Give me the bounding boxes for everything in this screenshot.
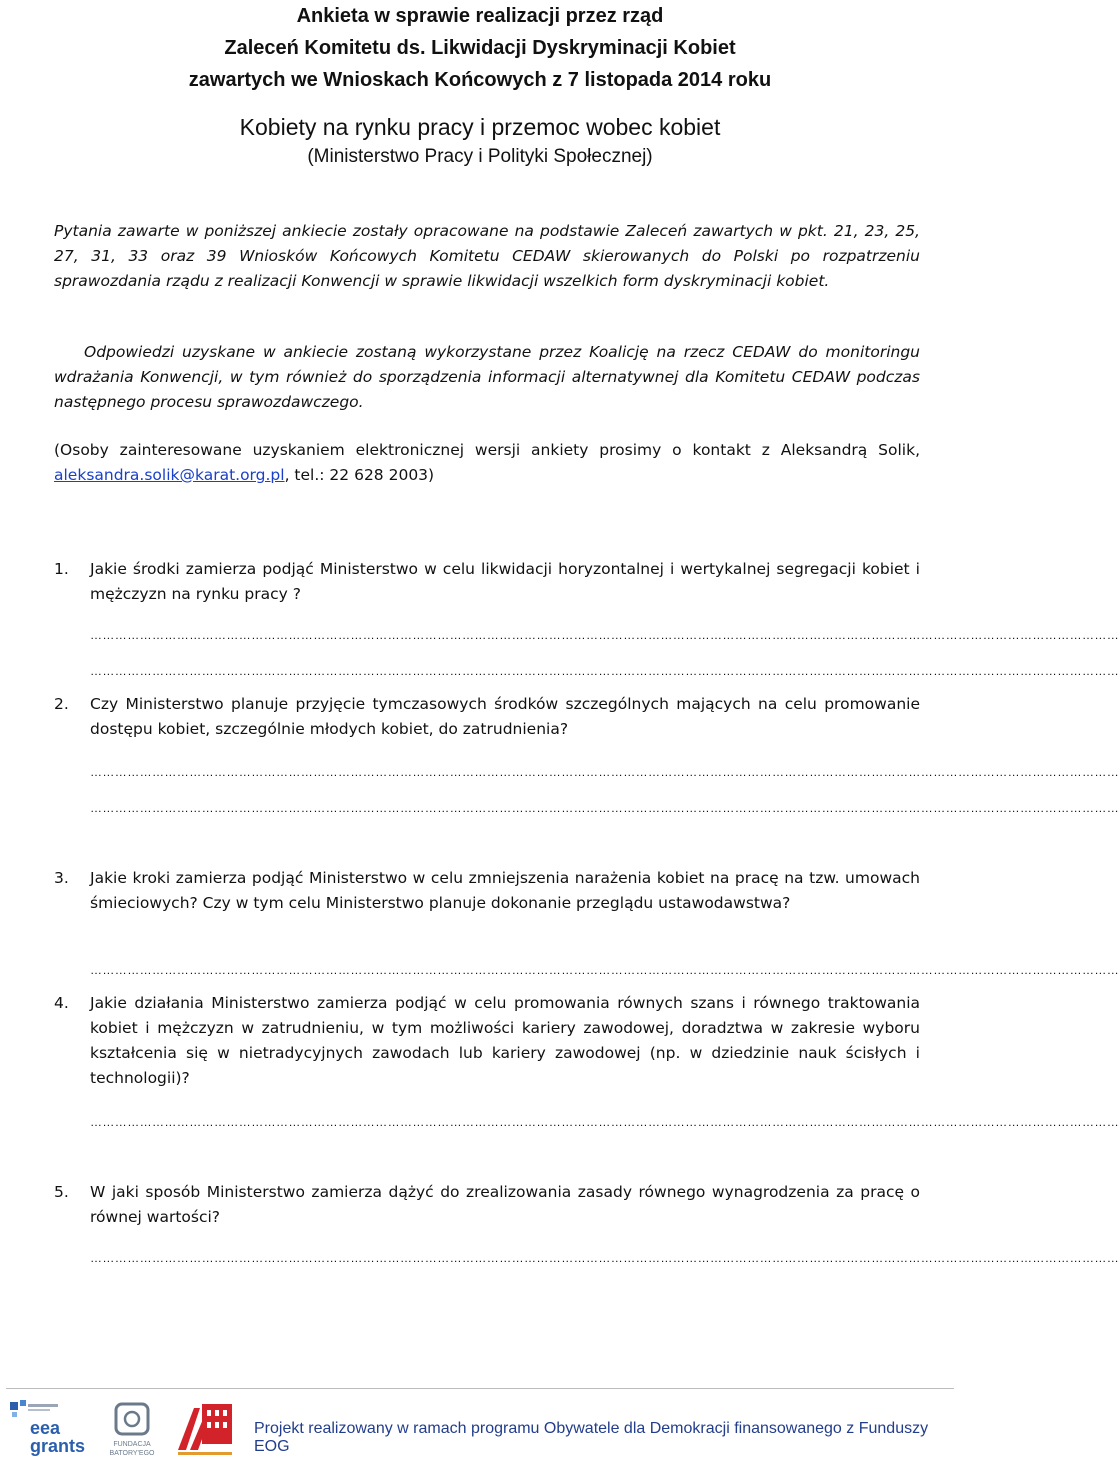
document-header: [0, 0, 960, 96]
answer-line[interactable]: ……………………………………………………………………………………………………………………………………………………………………………………………………………………………: [90, 664, 1119, 678]
question-5: [54, 1180, 920, 1230]
question-number: 4.: [54, 994, 69, 1012]
answer-line[interactable]: ……………………………………………………………………………………………………………………………………………………………………………………………………………………………: [90, 1115, 1119, 1129]
batory-text-b: BATORY'EGO: [109, 1450, 155, 1457]
intro-paragraph-2: Odpowiedzi uzyskane w ankiecie zostaną wykorzystane przez Koalicję na rzecz CEDAW do monitoringu wdrażania Konwencji, w tym również do sporządzenia informacji alternatywnej dla Komitetu CEDAW podczas następnego procesu sprawozdawczego.: [54, 343, 920, 411]
question-text: Jakie działania Ministerstwo zamierza podjąć w celu promowania równych szans i równego traktowania kobiet i mężczyzn w zatrudnieniu, w tym możliwości kariery zawodowej, doradztwa w zakresie wyboru kształcenia się w nietradycyjnych zawodach lub kariery zawodowej (np. w dziedzinie nauk ścisłych i technologii)?: [90, 994, 920, 1087]
ministry-name: (Ministerstwo Pracy i Polityki Społecznej): [307, 146, 653, 167]
question-2: [54, 692, 920, 742]
eea-text: eea: [30, 1418, 61, 1438]
intro-paragraph-1: Pytania zawarte w poniższej ankiecie zostały opracowane na podstawie Zaleceń zawartych w pkt. 21, 23, 25, 27, 31, 33 oraz 39 Wniosków Końcowych Komitetu CEDAW skierowanych do Polski po rozpatrzeniu sprawozdania rządu z realizacji Konwencji w sprawie likwidacji wszelkich form dyskryminacji kobiet.: [54, 222, 920, 290]
question-text: Jakie kroki zamierza podjąć Ministerstwo w celu zmniejszenia narażenia kobiet na pracę na tzw. umowach śmieciowych? Czy w tym celu Ministerstwo planuje dokonanie przeglądu ustawodawstwa?: [90, 869, 920, 912]
contact-text-before: (Osoby zainteresowane uzyskaniem elektronicznej wersji ankiety prosimy o kontakt z Aleksandrą Solik,: [54, 441, 920, 459]
question-text: Czy Ministerstwo planuje przyjęcie tymczasowych środków szczególnych mających na celu promowanie dostępu kobiet, szczególnie młodych kobiet, do zatrudnienia?: [90, 695, 920, 738]
partner-logo: [172, 1398, 236, 1460]
footer-project-text: Projekt realizowany w ramach programu Obywatele dla Demokracji finansowanego z Funduszy EOG: [254, 1420, 929, 1455]
batory-foundation-logo: [102, 1400, 162, 1458]
answer-line[interactable]: ……………………………………………………………………………………………………………………………………………………………………………………………………………………………: [90, 963, 1119, 977]
footer-divider: [6, 1388, 954, 1389]
title-line-2: Zaleceń Komitetu ds. Likwidacji Dyskryminacji Kobiet: [224, 37, 736, 59]
question-number: 3.: [54, 869, 69, 887]
answer-line[interactable]: ……………………………………………………………………………………………………………………………………………………………………………………………………………………………: [90, 765, 1119, 779]
eea-grants-logo: [8, 1398, 90, 1458]
question-number: 1.: [54, 560, 69, 578]
subtitle: Kobiety na rynku pracy i przemoc wobec kobiet: [239, 114, 721, 140]
question-3: [54, 866, 920, 916]
question-text: W jaki sposób Ministerstwo zamierza dążyć do zrealizowania zasady równego wynagrodzenia za pracę o równej wartości?: [90, 1183, 920, 1226]
answer-line[interactable]: ……………………………………………………………………………………………………………………………………………………………………………………………………………………………: [90, 628, 1119, 642]
answer-line[interactable]: ……………………………………………………………………………………………………………………………………………………………………………………………………………………………: [90, 801, 1119, 815]
batory-text-a: FUNDACJA: [113, 1441, 151, 1448]
question-number: 5.: [54, 1183, 69, 1201]
grants-text: grants: [30, 1436, 86, 1456]
contact-paragraph: [54, 438, 920, 488]
question-1: [54, 557, 920, 607]
title-line-3: zawartych we Wnioskach Końcowych z 7 listopada 2014 roku: [188, 69, 772, 91]
question-number: 2.: [54, 695, 69, 713]
contact-text-after: , tel.: 22 628 2003): [284, 466, 435, 484]
title-line-1: Ankieta w sprawie realizacji przez rząd: [296, 5, 664, 27]
question-text: Jakie środki zamierza podjąć Ministerstwo w celu likwidacji horyzontalnej i wertykalnej segregacji kobiet i mężczyzn na rynku pracy ?: [90, 560, 920, 603]
contact-email-link[interactable]: aleksandra.solik@karat.org.pl: [54, 466, 285, 484]
answer-line[interactable]: ……………………………………………………………………………………………………………………………………………………………………………………………………………………………: [90, 1251, 1119, 1265]
question-4: [54, 991, 920, 1091]
